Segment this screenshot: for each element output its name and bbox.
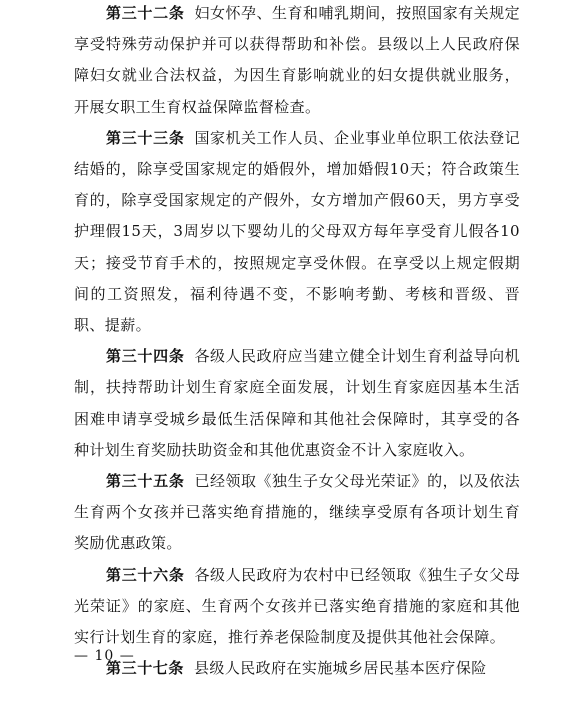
article-number: 第三十四条 — [106, 347, 185, 366]
article-number: 第三十二条 — [106, 4, 185, 22]
article-36 — [74, 560, 520, 654]
article-34 — [74, 341, 520, 466]
article-text: 各级人民政府应当建立健全计划生育利益导向机制，扶持帮助计划生育家庭全面发展，计划生育家庭因基本生活困难申请享受城乡最低生活保障和其他社会保障时，其享受的各种计划生育奖励扶助资金和其他优惠资金不计入家庭收入。 — [74, 347, 520, 459]
document-body — [74, 0, 520, 684]
article-number: 第三十六条 — [106, 565, 185, 584]
article-number: 第三十五条 — [106, 472, 185, 491]
article-number: 第三十七条 — [106, 659, 185, 678]
article-text: 妇女怀孕、生育和哺乳期间，按照国家有关规定享受特殊劳动保护并可以获得帮助和补偿。县级以上人民政府保障妇女就业合法权益，为因生育影响就业的妇女提供就业服务，开展女职工生育权益保障监督检查。 — [74, 4, 520, 116]
article-text: 国家机关工作人员、企业事业单位职工依法登记结婚的，除享受国家规定的婚假外，增加婚假10天；符合政策生育的，除享受国家规定的产假外，女方增加产假60天，男方享受护理假15天，3周岁以下婴幼儿的父母双方每年享受育儿假各10天；接受节育手术的，按照规定享受休假。在享受以上规定假期间的工资照发，福利待遇不变，不影响考勤、考核和晋级、晋职、提薪。 — [74, 128, 520, 335]
article-37 — [74, 653, 520, 684]
article-32 — [74, 0, 520, 123]
article-text: 已经领取《独生子女父母光荣证》的，以及依法生育两个女孩并已落实绝育措施的，继续享受原有各项计划生育奖励优惠政策。 — [74, 472, 520, 553]
article-text: 各级人民政府为农村中已经领取《独生子女父母光荣证》的家庭、生育两个女孩并已落实绝育措施的家庭和其他实行计划生育的家庭，推行养老保险制度及提供其他社会保障。 — [74, 565, 520, 647]
article-text: 县级人民政府在实施城乡居民基本医疗保险 — [194, 659, 487, 678]
article-number: 第三十三条 — [106, 128, 185, 147]
article-35 — [74, 466, 520, 560]
page-number: — 10 — — [74, 648, 135, 664]
article-33 — [74, 123, 520, 341]
